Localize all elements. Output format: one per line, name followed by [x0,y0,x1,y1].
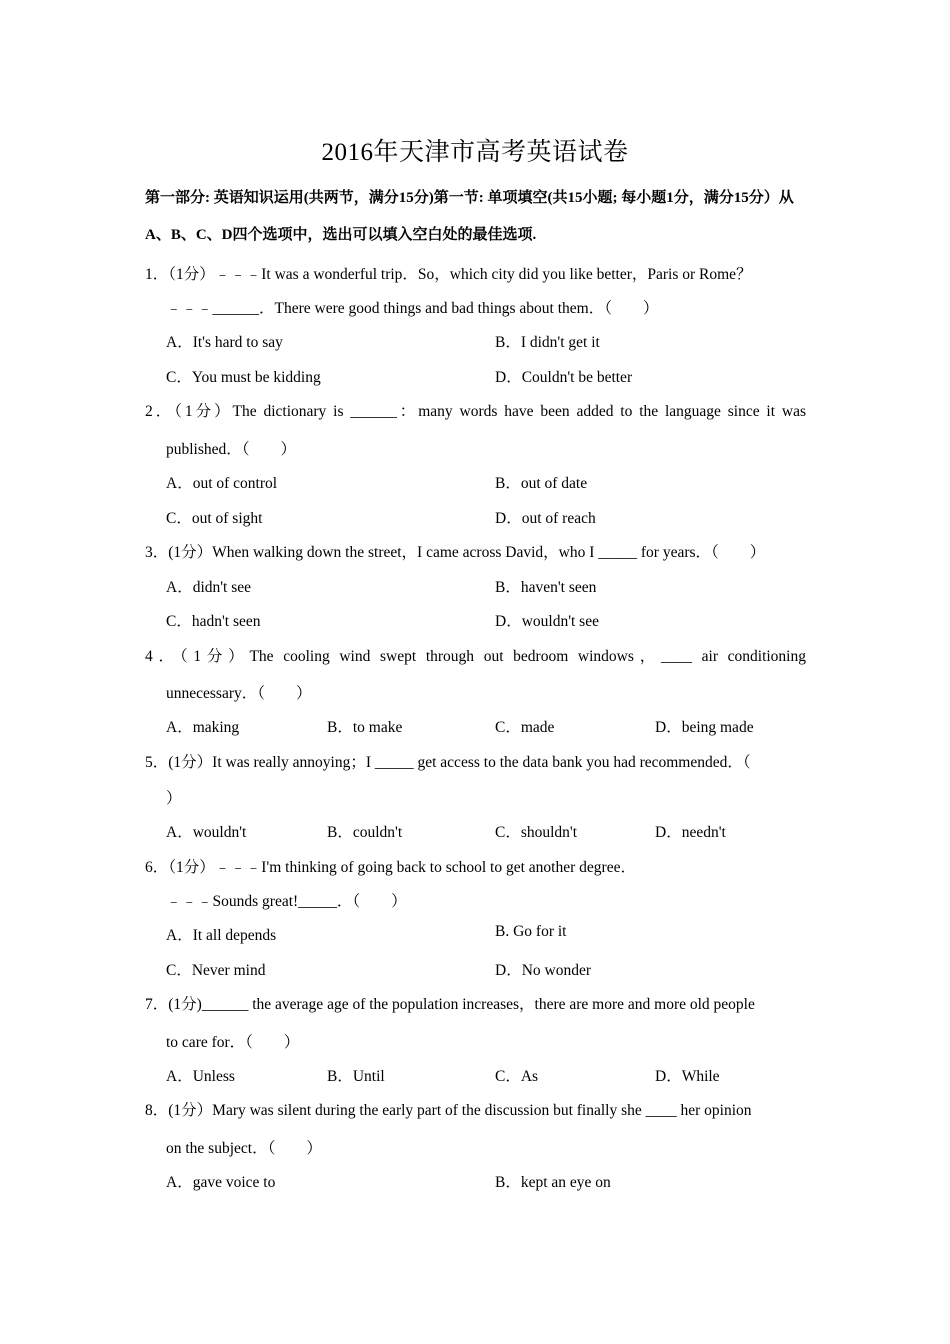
question-2-option-a: A．out of control [166,475,278,492]
question-8-text: 8．(1分）Mary was silent during the early part of the discussion but finally she ____ her opinion [145,1102,752,1119]
question-8-option-b: B．kept an eye on [495,1174,611,1191]
question-4-option-b: B．to make [327,719,403,736]
question-4-option-a: A．making [166,719,240,736]
question-1-option-c: C．You must be kidding [166,369,321,386]
question-8-text-cont: on the subject．（ ） [166,1140,322,1157]
question-7-option-a: A．Unless [166,1068,235,1085]
question-6-text-cont: ﹣﹣﹣Sounds great!_____．（ ） [166,893,407,910]
question-7-option-d: D．While [655,1068,720,1085]
question-5-option-b: B．couldn't [327,824,403,841]
question-4-text: 4．（1分）The cooling wind swept through out bedroom windows，____ air conditioning [145,648,806,665]
question-7-text-cont: to care for．（ ） [166,1034,300,1051]
exam-title: 2016年天津市高考英语试卷 [321,139,629,166]
question-2-option-c: C．out of sight [166,510,263,527]
question-7-text: 7．(1分)______ the average age of the population increases，there are more and more old people [145,996,755,1013]
question-4-option-d: D．being made [655,719,754,736]
question-2-text: 2．（1分）The dictionary is ______：many words have been added to the language since it was [145,403,806,420]
question-6-option-b: B. Go for it [495,923,567,940]
question-3-option-c: C．hadn't seen [166,613,261,630]
question-3-text: 3．(1分）When walking down the street，I came across David，who I _____ for years．（ ） [145,544,766,561]
question-6-option-a: A．It all depends [166,927,277,944]
question-7-option-b: B．Until [327,1068,385,1085]
question-6-option-d: D．No wonder [495,962,591,979]
question-4-option-c: C．made [495,719,555,736]
question-1-text: 1．（1分）﹣﹣﹣It was a wonderful trip．So，which city did you like better，Paris or Rome？ [145,266,752,283]
question-5-option-c: C．shouldn't [495,824,578,841]
question-2-text-cont: published．（ ） [166,441,297,458]
question-1-option-d: D．Couldn't be better [495,369,633,386]
section-instructions: 第一部分: 英语知识运用(共两节，满分15分)第一节: 单项填空(共15小题; 每小题1分，满分15分）从A、B、C、D四个选项中，选出可以填入空白处的最佳选项. [145,190,794,243]
question-7-option-c: C．As [495,1068,539,1085]
question-8-option-a: A．gave voice to [166,1174,276,1191]
question-1-text-cont: ﹣﹣﹣______．There were good things and bad things about them．（ ） [166,300,659,317]
question-6-text: 6．（1分）﹣﹣﹣I'm thinking of going back to school to get another degree． [145,859,636,876]
question-2-option-b: B．out of date [495,475,588,492]
question-2-option-d: D．out of reach [495,510,596,527]
question-3-option-d: D．wouldn't see [495,613,599,630]
question-5-text-cont: ） [166,790,182,807]
question-1-option-a: A．It's hard to say [166,334,283,351]
question-1-option-b: B．I didn't get it [495,334,600,351]
question-6-option-c: C．Never mind [166,962,266,979]
question-5-text: 5．(1分）It was really annoying；I _____ get access to the data bank you had recommended．（ [145,754,751,771]
question-5-option-a: A．wouldn't [166,824,247,841]
question-4-text-cont: unnecessary．（ ） [166,685,312,702]
question-5-option-d: D．needn't [655,824,726,841]
question-3-option-b: B．haven't seen [495,579,597,596]
question-3-option-a: A．didn't see [166,579,252,596]
